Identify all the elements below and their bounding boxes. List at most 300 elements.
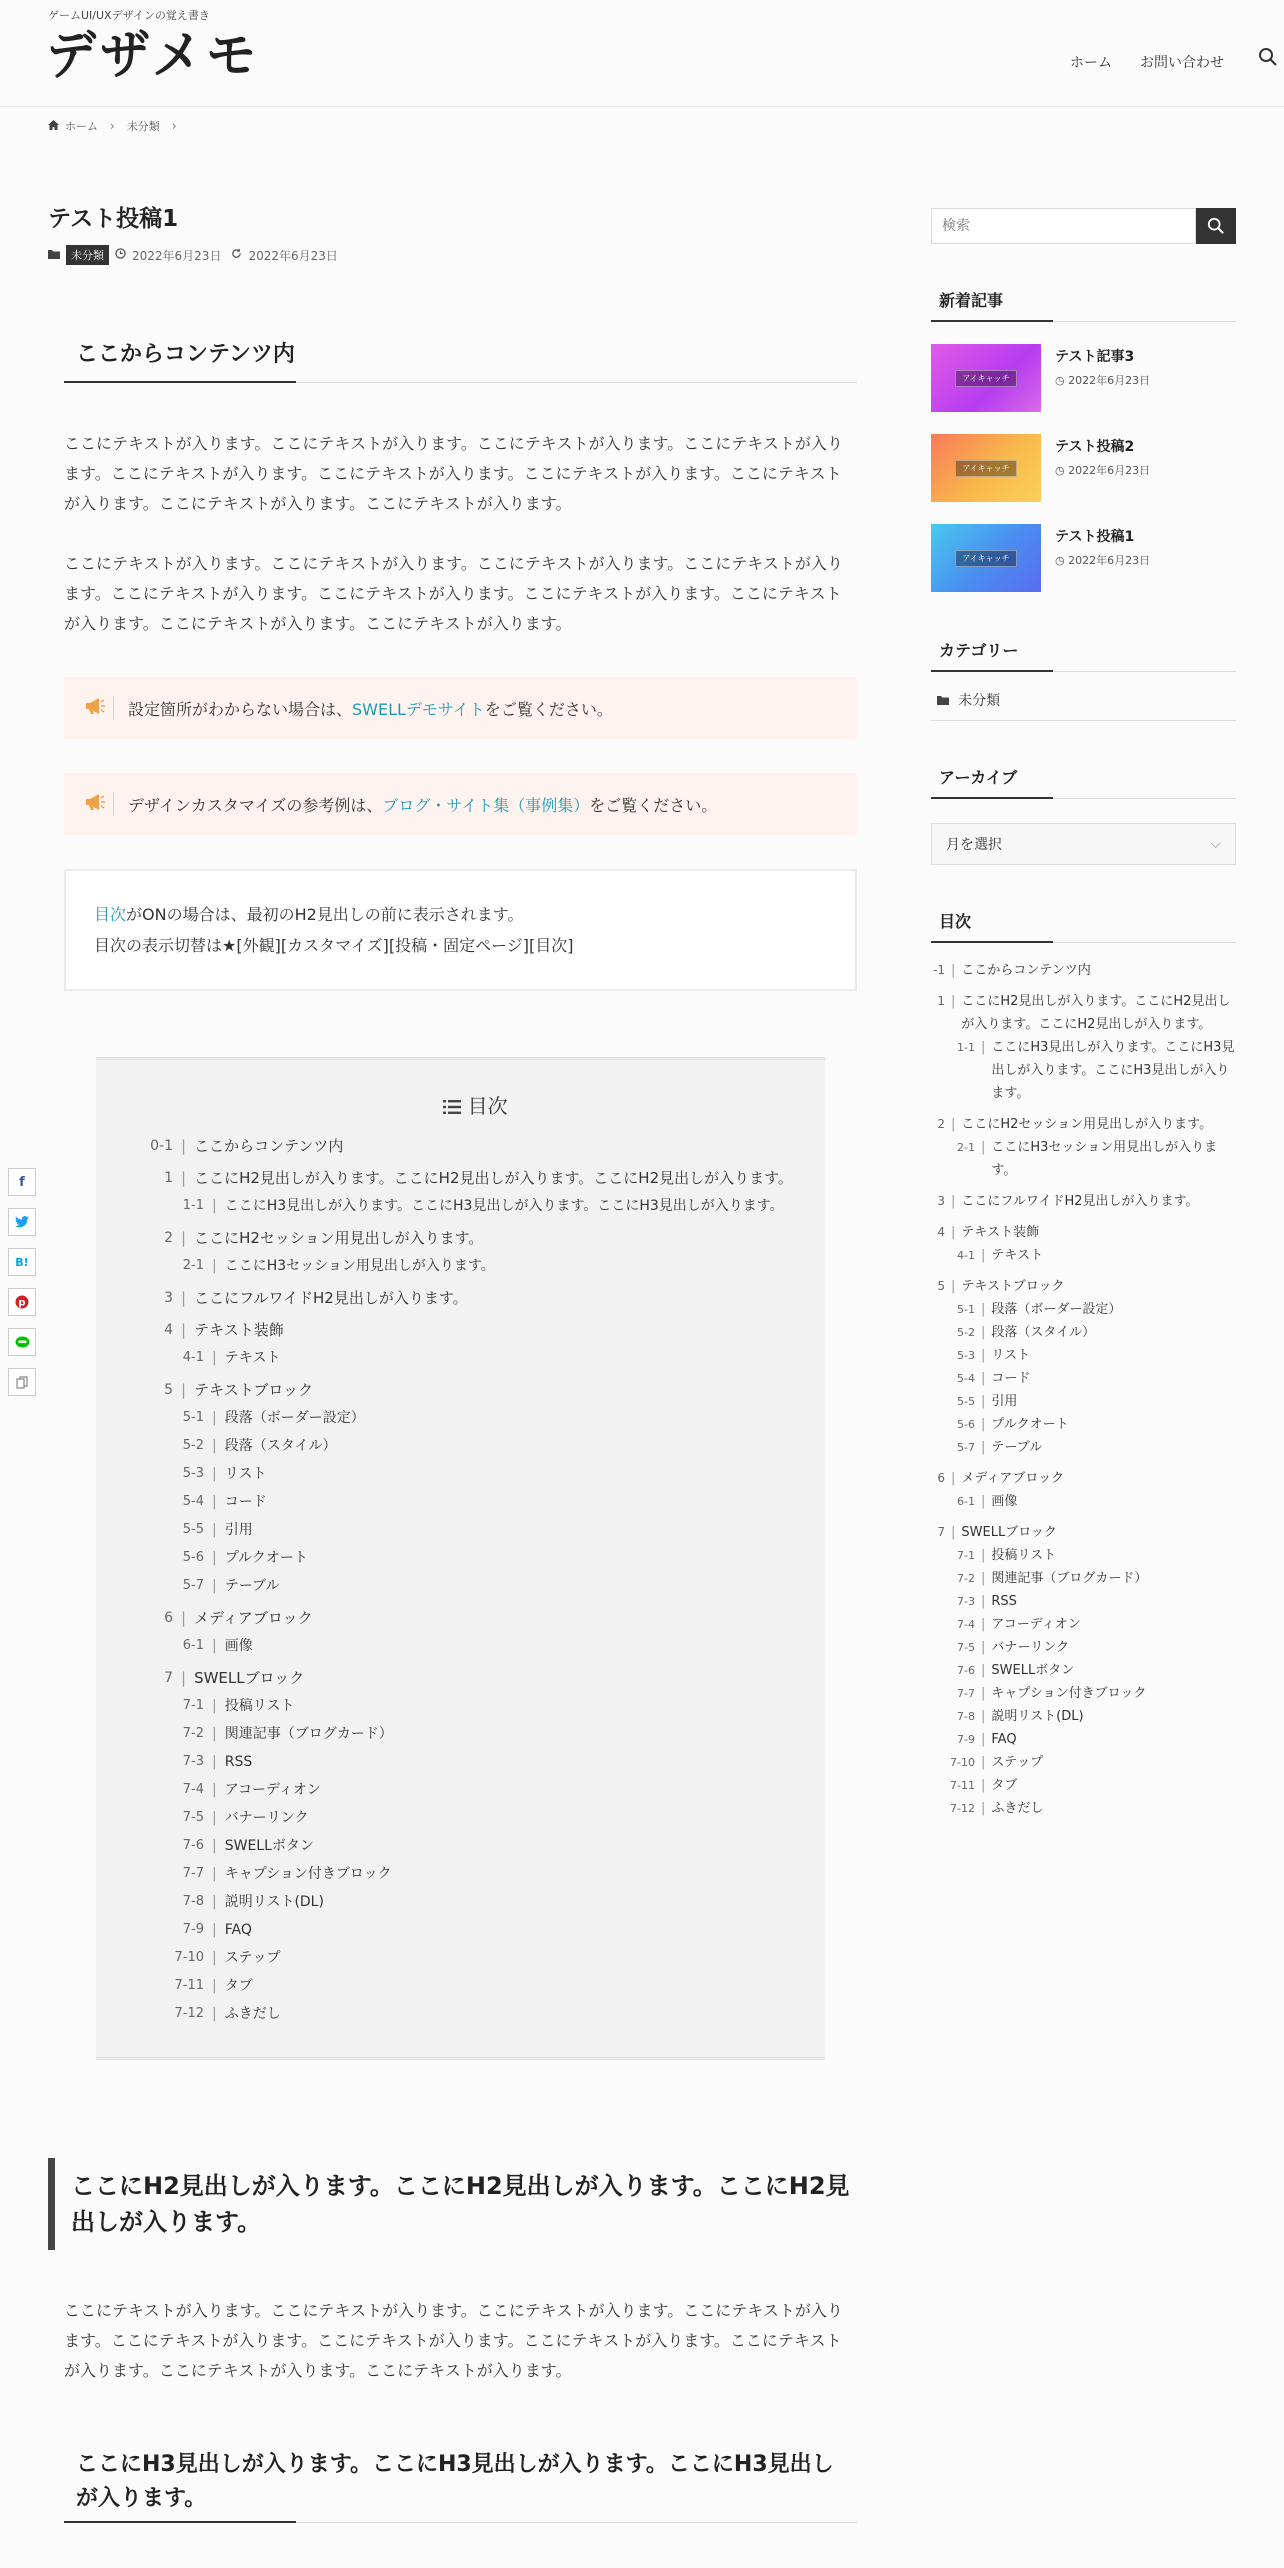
toc-separator: |: [212, 1466, 217, 1482]
toc-item-label[interactable]: ここにH3セッション用見出しが入ります。: [991, 1140, 1218, 1178]
toc-separator: |: [981, 1417, 986, 1432]
toc-item[interactable]: [931, 1613, 1236, 1636]
toc-item-number: 7-7: [957, 1687, 975, 1700]
toc-item-number: 7-8: [957, 1710, 975, 1723]
toc-item-label[interactable]: テキスト: [991, 1248, 1044, 1263]
search-icon[interactable]: [1258, 47, 1284, 73]
toc-item-number: 5-2: [182, 1438, 204, 1453]
recent-posts: [931, 344, 1236, 592]
toc-item-number: 1: [164, 1170, 173, 1186]
thumbnail-label: アイキャッチ: [955, 550, 1016, 567]
toc-separator: |: [981, 1663, 986, 1678]
toc-item[interactable]: [126, 1405, 825, 1431]
folder-icon: [48, 248, 60, 262]
recent-post-title[interactable]: テスト投稿2: [1055, 439, 1135, 455]
toc-item[interactable]: [931, 1321, 1236, 1344]
post-body: [48, 337, 873, 2523]
toc-item[interactable]: [931, 959, 1236, 982]
toc-link[interactable]: 目次: [94, 905, 127, 924]
toc-item-number: 6-1: [957, 1495, 975, 1508]
toc-item[interactable]: [931, 990, 1236, 1036]
toc-separator: |: [212, 1922, 217, 1938]
breadcrumb: [48, 118, 183, 134]
toc-item-label[interactable]: リスト: [991, 1348, 1031, 1363]
search-input[interactable]: [931, 208, 1196, 244]
toc-item-label[interactable]: テキスト装飾: [961, 1225, 1040, 1240]
recent-post-item[interactable]: [931, 434, 1236, 502]
toc-item[interactable]: [931, 1490, 1236, 1513]
toc-separator: |: [981, 1732, 986, 1747]
recent-post-title[interactable]: テスト記事3: [1055, 349, 1135, 365]
toc-separator: |: [212, 1438, 217, 1454]
notice-text: をご覧ください。: [484, 699, 613, 719]
toc-item-label[interactable]: RSS: [991, 1594, 1017, 1609]
toc-item[interactable]: [126, 1633, 825, 1659]
toc-item-label[interactable]: テーブル: [224, 1578, 280, 1594]
toc-item[interactable]: [126, 1833, 825, 1859]
toc-item-number: 5: [164, 1382, 173, 1398]
list-icon: [443, 1094, 461, 1118]
breadcrumb-category[interactable]: 未分類: [126, 120, 160, 133]
toc-item[interactable]: [126, 1665, 825, 1691]
toc-item-label[interactable]: テキスト: [224, 1350, 281, 1366]
toc-item[interactable]: [126, 1317, 825, 1343]
toc-item-label[interactable]: 引用: [224, 1522, 253, 1538]
toc-separator: |: [212, 1550, 217, 1566]
toc-item-label[interactable]: メディアブロック: [194, 1609, 313, 1627]
nav-item-contact[interactable]: お問い合わせ: [1140, 55, 1224, 71]
toc-item-number: 7: [937, 1525, 945, 1539]
toc-item[interactable]: [126, 1253, 825, 1279]
category-list: [931, 690, 1236, 721]
toc-item-label[interactable]: メディアブロック: [961, 1471, 1065, 1486]
toc-separator: |: [212, 1810, 217, 1826]
toc-item-label[interactable]: SWELLボタン: [991, 1663, 1075, 1678]
refresh-icon: [231, 248, 242, 262]
toc-item[interactable]: [126, 1165, 825, 1191]
toc-item[interactable]: [126, 1973, 825, 1999]
site-logo[interactable]: デザメモ: [46, 24, 260, 86]
toc-item[interactable]: [931, 1390, 1236, 1413]
recent-post-item[interactable]: [931, 344, 1236, 412]
toc-item[interactable]: [126, 1489, 825, 1515]
toc-item-number: 5-5: [957, 1395, 975, 1408]
demo-site-link[interactable]: SWELLデモサイト: [352, 699, 485, 719]
showcase-link[interactable]: ブログ・サイト集（事例集）: [382, 795, 590, 815]
toc-separator: |: [981, 1709, 986, 1724]
toc-item-label[interactable]: ここにH3見出しが入ります。ここにH3見出しが入ります。ここにH3見出しが入ります。: [224, 1198, 784, 1214]
toc-item-number: 5-5: [182, 1522, 204, 1537]
toc-item-label[interactable]: コード: [224, 1494, 267, 1510]
toc-item-number: 4: [164, 1322, 173, 1338]
toc-item[interactable]: [126, 1945, 825, 1971]
toc-separator: |: [981, 1040, 986, 1055]
sidebar-toc: [931, 959, 1236, 1820]
toc-item-number: 7-4: [957, 1618, 975, 1631]
toc-item-label[interactable]: SWELLボタン: [224, 1838, 314, 1854]
toc-separator: |: [181, 1137, 187, 1155]
pinterest-share-button[interactable]: [8, 1288, 36, 1316]
toc-item-label[interactable]: 関連記事（ブログカード）: [991, 1571, 1148, 1586]
post-thumbnail[interactable]: [931, 344, 1041, 412]
toc-item-number: 7-9: [182, 1922, 204, 1937]
toc-item-label[interactable]: アコーディオン: [224, 1782, 321, 1798]
toc-separator: |: [212, 1698, 217, 1714]
toc-item-label[interactable]: キャプション付きブロック: [224, 1866, 392, 1882]
toc-separator: |: [981, 1348, 986, 1363]
toc-item-number: 5-2: [957, 1326, 975, 1339]
toc-item-label[interactable]: 段落（ボーダー設定）: [224, 1410, 365, 1426]
paragraph: ここにテキストが入ります。ここにテキストが入ります。ここにテキストが入ります。ここにテキストが入ります。ここにテキストが入ります。ここにテキストが入ります。ここにテキストが入ります。ここにテキストが入ります。ここにテキストが入ります。ここにテキストが入ります。: [64, 2301, 843, 2380]
toc-item-label[interactable]: 段落（スタイル）: [224, 1438, 337, 1454]
toc-item[interactable]: [931, 1221, 1236, 1244]
megaphone-icon: [84, 793, 114, 815]
post-thumbnail[interactable]: [931, 434, 1041, 502]
info-text: がONの場合は、最初のH2見出しの前に表示されます。: [126, 905, 524, 924]
megaphone-icon: [84, 697, 114, 719]
toc-item[interactable]: [931, 1036, 1236, 1105]
toc-item[interactable]: [931, 1774, 1236, 1797]
clock-icon: [115, 248, 126, 262]
toc-item-label[interactable]: バナーリンク: [224, 1810, 309, 1826]
toc-item-number: 5-4: [182, 1494, 204, 1509]
toc-item-label[interactable]: 段落（ボーダー設定）: [991, 1302, 1122, 1317]
toc-item-number: 7-3: [957, 1595, 975, 1608]
toc-separator: |: [951, 963, 956, 978]
notice-text: 設定箇所がわからない場合は、: [128, 699, 353, 719]
toc-separator: |: [181, 1669, 187, 1687]
toc-item[interactable]: [931, 1544, 1236, 1567]
toc-item-number: 5-3: [182, 1466, 204, 1481]
toc-item[interactable]: [931, 1136, 1236, 1182]
toc-item-number: 5-6: [182, 1550, 204, 1565]
toc-item-label[interactable]: 説明リスト(DL): [224, 1894, 324, 1910]
toc-item-label[interactable]: 投稿リスト: [224, 1698, 295, 1714]
recent-post-date: ◷ 2022年6月23日: [1055, 464, 1151, 477]
twitter-share-button[interactable]: [8, 1208, 36, 1236]
toc-item-label[interactable]: キャプション付きブロック: [991, 1686, 1147, 1701]
toc-separator: |: [212, 1258, 217, 1274]
toc-separator: |: [981, 1755, 986, 1770]
toc-item-number: 7-6: [957, 1664, 975, 1677]
toc-item-number: 6: [937, 1471, 945, 1485]
toc-separator: |: [981, 1594, 986, 1609]
toc-item-number: 7-1: [957, 1549, 975, 1562]
post-thumbnail[interactable]: [931, 524, 1041, 592]
toc-separator: |: [212, 1838, 217, 1854]
toc-item-label[interactable]: テキストブロック: [961, 1279, 1065, 1294]
search-form: [931, 208, 1236, 244]
toc-item-label[interactable]: テキスト装飾: [194, 1321, 284, 1339]
toc-separator: |: [951, 1117, 956, 1132]
toc-separator: |: [951, 1194, 956, 1209]
toc-item-label[interactable]: タブ: [991, 1778, 1018, 1793]
toc-item-number: 7-5: [182, 1810, 204, 1825]
toc-item[interactable]: [126, 1225, 825, 1251]
toc-separator: |: [981, 1325, 986, 1340]
toc-item[interactable]: [931, 1751, 1236, 1774]
notice-text: デザインカスタマイズの参考例は、: [128, 795, 383, 815]
toc-item[interactable]: [126, 1805, 825, 1831]
toc-separator: |: [212, 1866, 217, 1882]
toc-item-label[interactable]: ここにH2セッション用見出しが入ります。: [194, 1229, 484, 1247]
toc-item-number: 4-1: [182, 1350, 204, 1365]
toc-separator: |: [981, 1640, 986, 1655]
toc-item[interactable]: [126, 1345, 825, 1371]
thumbnail-label: アイキャッチ: [955, 460, 1016, 477]
toc-item-number: 7-11: [174, 1978, 204, 1993]
toc-item[interactable]: [931, 1797, 1236, 1820]
toc-item-label[interactable]: 説明リスト(DL): [991, 1709, 1084, 1724]
toc-separator: |: [212, 1978, 217, 1994]
toc-item-label[interactable]: コード: [991, 1371, 1031, 1386]
widget-title-toc: 目次: [931, 909, 1236, 943]
toc-item-label[interactable]: SWELLブロック: [194, 1669, 305, 1687]
toc-separator: |: [212, 1726, 217, 1742]
toc-item[interactable]: [126, 1193, 825, 1219]
toc-item-label[interactable]: FAQ: [224, 1922, 252, 1938]
toc-item[interactable]: [931, 1244, 1236, 1267]
toc-separator: |: [951, 1471, 956, 1486]
toc-item-number: 7-10: [174, 1950, 204, 1965]
toc-separator: |: [181, 1289, 187, 1307]
toc-title-text: 目次: [467, 1094, 508, 1118]
toc-item-label[interactable]: タブ: [224, 1978, 253, 1994]
toc-item-label[interactable]: 画像: [991, 1494, 1018, 1509]
toc-separator: |: [981, 1617, 986, 1632]
toc-separator: |: [981, 1371, 986, 1386]
toc-item[interactable]: [931, 1190, 1236, 1213]
copy-link-button[interactable]: [8, 1368, 36, 1396]
toc-item[interactable]: [931, 1636, 1236, 1659]
toc-item[interactable]: [126, 1517, 825, 1543]
toc-separator: |: [212, 1410, 217, 1426]
toc-item[interactable]: [126, 1749, 825, 1775]
toc-item[interactable]: [931, 1467, 1236, 1490]
h2-heading: ここにH2見出しが入ります。ここにH2見出しが入ります。ここにH2見出しが入ります。: [48, 2158, 857, 2250]
toc-item[interactable]: [931, 1275, 1236, 1298]
toc-item[interactable]: [931, 1567, 1236, 1590]
post-meta: [48, 245, 873, 265]
toc-item[interactable]: [126, 1133, 825, 1159]
toc-item[interactable]: [126, 1545, 825, 1571]
info-text: 目次の表示切替は★[外観][カスタマイズ][投稿・固定ページ][目次]: [94, 936, 574, 955]
toc-separator: |: [981, 1394, 986, 1409]
toc-separator: |: [212, 1522, 217, 1538]
toc-item[interactable]: [126, 1917, 825, 1943]
toc-item-label[interactable]: ここにH2見出しが入ります。ここにH2見出しが入ります。ここにH2見出しが入ります。: [961, 994, 1231, 1032]
recent-post-item[interactable]: [931, 524, 1236, 592]
site-tagline: ゲームUI/UXデザインの覚え書き: [48, 9, 210, 22]
toc-item[interactable]: [126, 1777, 825, 1803]
h3-heading: ここにH3見出しが入ります。ここにH3見出しが入ります。ここにH3見出しが入ります。: [64, 2448, 857, 2523]
toc-separator: |: [212, 1350, 217, 1366]
toc-item-label[interactable]: ここにH2見出しが入ります。ここにH2見出しが入ります。ここにH2見出しが入ります。: [194, 1169, 793, 1187]
toc-separator: |: [981, 1548, 986, 1563]
toc-item-label[interactable]: バナーリンク: [991, 1640, 1070, 1655]
category-tag[interactable]: 未分類: [66, 245, 109, 265]
toc-separator: |: [951, 1225, 956, 1240]
archive-select-value: 月を選択: [946, 837, 1002, 853]
toc-separator: |: [212, 1894, 217, 1910]
toc-item[interactable]: [126, 1861, 825, 1887]
toc-item[interactable]: [931, 1682, 1236, 1705]
toc-item[interactable]: [126, 1693, 825, 1719]
toc-item-number: 7-12: [174, 2006, 204, 2021]
toc-item-label[interactable]: FAQ: [991, 1732, 1017, 1747]
toc-item[interactable]: [931, 1590, 1236, 1613]
widget-title-archive: アーカイブ: [931, 765, 1236, 799]
home-icon: [48, 120, 59, 133]
toc-item-number: 5-1: [957, 1303, 975, 1316]
search-icon: [1207, 217, 1225, 235]
toc-item-label[interactable]: テーブル: [991, 1440, 1043, 1455]
toc-item-label[interactable]: ふきだし: [991, 1801, 1044, 1816]
toc-item-number: 4-1: [957, 1249, 975, 1262]
toc-item-number: 3: [937, 1194, 945, 1208]
category-item[interactable]: 未分類: [958, 693, 1001, 709]
toc-item-number: 0-1: [150, 1138, 173, 1154]
toc-item-label[interactable]: SWELLブロック: [961, 1525, 1057, 1540]
toc-separator: |: [181, 1321, 187, 1339]
toc-item[interactable]: [931, 1413, 1236, 1436]
facebook-share-button[interactable]: f: [8, 1168, 36, 1196]
published-date: 2022年6月23日: [132, 248, 222, 263]
toc-item-number: 4: [937, 1225, 945, 1239]
toc-separator: |: [981, 1494, 986, 1509]
toc-item-number: 6-1: [182, 1638, 204, 1653]
toc-item-number: 1-1: [182, 1198, 204, 1213]
toc-item-label[interactable]: テキストブロック: [194, 1381, 314, 1399]
recent-post-date: ◷ 2022年6月23日: [1055, 374, 1151, 387]
toc-separator: |: [212, 1754, 217, 1770]
toc-separator: |: [981, 1440, 986, 1455]
hatena-share-button[interactable]: B!: [8, 1248, 36, 1276]
sidebar: [931, 208, 1236, 1820]
toc-separator: |: [981, 1686, 986, 1701]
toc-item-number: 2: [164, 1230, 173, 1246]
toc-item-number: 2-1: [957, 1141, 975, 1154]
toc-separator: |: [981, 1140, 986, 1155]
notice-box: [64, 677, 857, 739]
nav-item-home[interactable]: ホーム: [1070, 55, 1112, 71]
toc-item-label[interactable]: プルクオート: [991, 1417, 1069, 1432]
toc-item-label[interactable]: リスト: [224, 1466, 267, 1482]
toc-separator: |: [212, 1494, 217, 1510]
toc-item-label[interactable]: ここにフルワイドH2見出しが入ります。: [194, 1289, 468, 1307]
toc-item[interactable]: [931, 1521, 1236, 1544]
search-button[interactable]: [1196, 208, 1236, 244]
folder-icon: [937, 690, 949, 709]
notice-box: [64, 773, 857, 835]
toc-item-label[interactable]: 引用: [991, 1394, 1018, 1409]
toc-separator: |: [181, 1381, 187, 1399]
line-share-button[interactable]: [8, 1328, 36, 1356]
toc-item-number: 2: [937, 1117, 945, 1131]
toc-item-label[interactable]: ここからコンテンツ内: [961, 963, 1091, 978]
toc-item-label[interactable]: ここにH3セッション用見出しが入ります。: [224, 1258, 495, 1274]
toc-item[interactable]: [931, 1705, 1236, 1728]
toc-item-label[interactable]: ふきだし: [224, 2006, 281, 2022]
post-title: テスト投稿1: [48, 206, 179, 232]
toc-item-label[interactable]: 画像: [224, 1638, 253, 1654]
toc-item[interactable]: [126, 1573, 825, 1599]
toc-item[interactable]: [931, 1436, 1236, 1459]
toc-item-label[interactable]: アコーディオン: [991, 1617, 1081, 1632]
toc-title: [126, 1090, 825, 1119]
info-box: [64, 869, 857, 991]
toc-separator: |: [212, 1638, 217, 1654]
toc-item-label[interactable]: ステップ: [224, 1950, 281, 1966]
toc-item-label[interactable]: 段落（スタイル）: [991, 1325, 1096, 1340]
toc-item[interactable]: [126, 1461, 825, 1487]
toc-separator: |: [981, 1571, 986, 1586]
toc-item-number: 7-4: [182, 1782, 204, 1797]
toc-item[interactable]: [126, 1889, 825, 1915]
toc-item-number: 6: [164, 1610, 173, 1626]
notice-text: をご覧ください。: [589, 795, 718, 815]
paragraph: ここにテキストが入ります。ここにテキストが入ります。ここにテキストが入ります。ここにテキストが入ります。ここにテキストが入ります。ここにテキストが入ります。ここにテキストが入ります。ここにテキストが入ります。ここにテキストが入ります。ここにテキストが入ります。: [64, 554, 843, 633]
toc-item-label[interactable]: ここにH2セッション用見出しが入ります。: [961, 1117, 1213, 1132]
toc-item-label[interactable]: ここにフルワイドH2見出しが入ります。: [961, 1194, 1199, 1209]
toc-item[interactable]: [931, 1344, 1236, 1367]
toc-item[interactable]: [931, 1728, 1236, 1751]
toc-item[interactable]: [126, 1285, 825, 1311]
widget-title-category: カテゴリー: [931, 638, 1236, 672]
toc-item[interactable]: [126, 1721, 825, 1747]
toc-separator: |: [951, 1525, 956, 1540]
toc-separator: |: [212, 2006, 217, 2022]
paragraph: ここにテキストが入ります。ここにテキストが入ります。ここにテキストが入ります。ここにテキストが入ります。ここにテキストが入ります。ここにテキストが入ります。ここにテキストが入ります。ここにテキストが入ります。ここにテキストが入ります。ここにテキストが入ります。: [64, 434, 843, 513]
toc-item-label[interactable]: ここにH3見出しが入ります。ここにH3見出しが入ります。ここにH3見出しが入ります。: [991, 1040, 1235, 1101]
site-header: [0, 0, 1284, 107]
toc-item[interactable]: [126, 1377, 825, 1403]
toc-item[interactable]: [126, 1605, 825, 1631]
toc-item-label[interactable]: ステップ: [991, 1755, 1044, 1770]
toc-item[interactable]: [931, 1367, 1236, 1390]
toc-item-label[interactable]: プルクオート: [224, 1550, 308, 1566]
toc-item-number: 1-1: [957, 1041, 975, 1054]
toc-separator: |: [181, 1609, 187, 1627]
toc-item-label[interactable]: RSS: [224, 1754, 253, 1770]
toc-item-number: 5-1: [182, 1410, 204, 1425]
recent-post-date: ◷ 2022年6月23日: [1055, 554, 1151, 567]
toc-item-number: 7-9: [957, 1733, 975, 1746]
toc-item[interactable]: [931, 1659, 1236, 1682]
toc-item-number: 7-6: [182, 1838, 204, 1853]
toc-item-label[interactable]: 投稿リスト: [991, 1548, 1057, 1563]
toc-item-number: 7-12: [950, 1802, 975, 1815]
toc-item[interactable]: [931, 1298, 1236, 1321]
toc-item-label[interactable]: ここからコンテンツ内: [194, 1137, 344, 1155]
toc-item-number: 5-4: [957, 1372, 975, 1385]
toc-item[interactable]: [126, 1433, 825, 1459]
toc-item[interactable]: [126, 2001, 825, 2027]
toc-item-number: 7-2: [957, 1572, 975, 1585]
archive-select[interactable]: [931, 823, 1236, 865]
widget-title-recent: 新着記事: [931, 288, 1236, 322]
chevron-right-icon: ›: [171, 119, 177, 133]
toc-item[interactable]: [931, 1113, 1236, 1136]
recent-post-title[interactable]: テスト投稿1: [1055, 529, 1135, 545]
toc-item-label[interactable]: 関連記事（ブログカード）: [224, 1726, 393, 1742]
thumbnail-label: アイキャッチ: [955, 370, 1016, 387]
toc-separator: |: [181, 1229, 187, 1247]
breadcrumb-home[interactable]: ホーム: [65, 120, 98, 133]
toc-item-number: 5: [937, 1279, 945, 1293]
toc-item-number: 7-3: [182, 1754, 204, 1769]
table-of-contents: [96, 1057, 825, 2060]
